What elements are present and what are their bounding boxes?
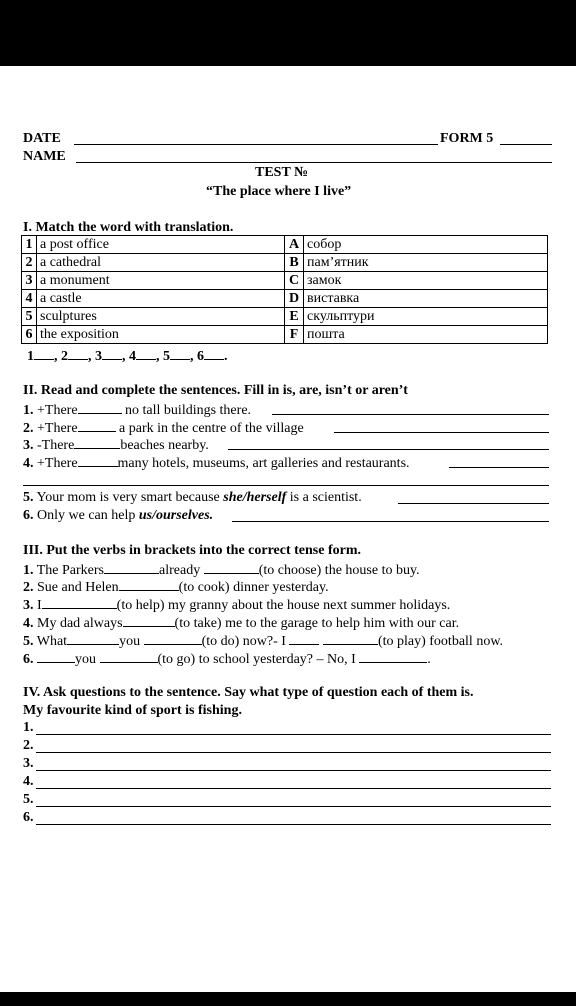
row-number: 4: [22, 290, 37, 308]
item-text: you: [119, 634, 141, 649]
section-2-item-4: [23, 454, 410, 472]
fill-blank[interactable]: [67, 632, 119, 645]
item-number: 1.: [23, 563, 34, 578]
fill-blank[interactable]: [119, 578, 179, 591]
test-subtitle: “The place where I live”: [206, 184, 352, 199]
english-word: a castle: [37, 290, 285, 308]
fill-blank[interactable]: [359, 650, 427, 663]
answer-line[interactable]: [334, 432, 549, 433]
item-number: 5.: [23, 634, 34, 649]
match-table: [21, 235, 548, 344]
answer-line[interactable]: [36, 734, 551, 735]
test-title: TEST №: [255, 165, 309, 180]
answer-line[interactable]: [36, 806, 551, 807]
translation: пам’ятник: [304, 254, 548, 272]
answer-blank-4[interactable]: [136, 347, 156, 360]
section-2-item-3: [23, 436, 209, 454]
row-letter: C: [285, 272, 304, 290]
translation: скульптури: [304, 308, 548, 326]
translation: виставка: [304, 290, 548, 308]
answer-key-6: 6: [197, 349, 204, 364]
row-number: 5: [22, 308, 37, 326]
translation: пошта: [304, 326, 548, 344]
fill-blank[interactable]: [37, 650, 75, 663]
fill-blank[interactable]: [78, 419, 116, 432]
answer-key: 1 , 2 , 3 , 4 , 5 , 6 .: [27, 349, 228, 364]
answer-key-2: 2: [61, 349, 68, 364]
choice-text: us/ourselves.: [138, 508, 214, 523]
answer-line[interactable]: [23, 485, 549, 486]
name-label: NAME: [23, 149, 66, 164]
answer-blank-1[interactable]: [34, 347, 54, 360]
name-line: [76, 162, 552, 163]
item-text: What: [36, 634, 68, 649]
answer-blank-3[interactable]: [102, 347, 122, 360]
item-text: (to do) now?- I: [201, 634, 286, 649]
question-number: 2.: [23, 738, 34, 753]
item-text: Your mom is very smart because: [36, 490, 224, 505]
translation: собор: [304, 236, 548, 254]
item-text: -There: [37, 438, 75, 453]
fill-blank[interactable]: [74, 436, 120, 449]
answer-line[interactable]: [228, 449, 549, 450]
english-word: a cathedral: [37, 254, 285, 272]
section-2-item-5: [23, 490, 362, 506]
row-letter: A: [285, 236, 304, 254]
fill-blank[interactable]: [78, 454, 118, 467]
section-2-item-6: [23, 508, 213, 524]
row-letter: D: [285, 290, 304, 308]
date-label: DATE: [23, 131, 61, 146]
translation: замок: [304, 272, 548, 290]
fill-blank[interactable]: [104, 561, 159, 574]
question-number: 6.: [23, 810, 34, 825]
table-row: [22, 254, 548, 272]
section-3-item-4: [23, 614, 459, 632]
item-number: 3.: [23, 598, 34, 613]
answer-blank-2[interactable]: [68, 347, 88, 360]
answer-line[interactable]: [36, 788, 551, 789]
item-text: The Parkers: [36, 563, 105, 578]
section-4-title: IV. Ask questions to the sentence. Say what type of question each of them is.: [23, 685, 474, 700]
item-text: Sue and Helen: [37, 580, 119, 595]
section-1-title: I. Match the word with translation.: [23, 220, 234, 235]
item-text: I: [37, 598, 42, 613]
row-letter: B: [285, 254, 304, 272]
answer-line[interactable]: [36, 752, 551, 753]
item-number: 2.: [23, 580, 34, 595]
item-text: is a scientist.: [286, 490, 362, 505]
section-3-item-2: [23, 578, 329, 596]
item-text: .: [427, 652, 431, 667]
english-word: a post office: [37, 236, 285, 254]
item-number: 2.: [23, 421, 34, 436]
table-row: [22, 308, 548, 326]
section-3-item-3: [23, 596, 450, 614]
fill-blank[interactable]: [42, 596, 117, 609]
item-text: a park in the centre of the village: [119, 421, 304, 436]
item-text: +There: [37, 403, 78, 418]
fill-blank[interactable]: [323, 632, 378, 645]
fill-blank[interactable]: [144, 632, 202, 645]
item-number: 4.: [23, 616, 34, 631]
row-letter: F: [285, 326, 304, 344]
item-text: (to choose) the house to buy.: [258, 563, 420, 578]
item-text: (to take) me to the garage to help him with our car.: [174, 616, 460, 631]
table-row: [22, 326, 548, 344]
table-row: [22, 236, 548, 254]
item-number: 1.: [23, 403, 34, 418]
item-text: many hotels, museums, art galleries and restaurants.: [117, 456, 410, 471]
bottom-black-bar: [0, 992, 576, 1006]
item-text: (to go) to school yesterday? – No, I: [157, 652, 356, 667]
item-text: +There: [37, 456, 78, 471]
item-text: you: [75, 652, 96, 667]
section-2-item-2: [23, 419, 304, 437]
answer-key-3: 3: [95, 349, 102, 364]
fill-blank[interactable]: [78, 401, 122, 414]
section-3-title: III. Put the verbs in brackets into the correct tense form.: [23, 543, 362, 558]
question-number: 1.: [23, 720, 34, 735]
section-3-item-6: [23, 650, 431, 668]
answer-blank-5[interactable]: [170, 347, 190, 360]
fill-blank[interactable]: [123, 614, 175, 627]
item-number: 4.: [23, 456, 34, 471]
answer-line[interactable]: [398, 503, 549, 504]
row-number: 6: [22, 326, 37, 344]
fill-blank[interactable]: [204, 561, 259, 574]
item-text: Only we can help: [37, 508, 139, 523]
question-number: 3.: [23, 756, 34, 771]
section-4-sentence: My favourite kind of sport is fishing.: [23, 703, 242, 718]
row-letter: E: [285, 308, 304, 326]
fill-blank[interactable]: [289, 632, 319, 645]
section-2-title: II. Read and complete the sentences. Fill in is, are, isn’t or aren’t: [23, 383, 408, 398]
choice-text: she/herself: [223, 490, 287, 505]
section-2-item-1: [23, 401, 251, 419]
fill-blank[interactable]: [100, 650, 158, 663]
item-text: already: [159, 563, 201, 578]
question-number: 5.: [23, 792, 34, 807]
answer-key-5: 5: [163, 349, 170, 364]
form-label: FORM 5: [440, 131, 494, 146]
item-text: My dad always: [37, 616, 123, 631]
section-3-item-5: [23, 632, 503, 650]
top-black-bar: [0, 0, 576, 66]
item-text: (to help) my granny about the house next summer holidays.: [116, 598, 451, 613]
answer-line[interactable]: [449, 467, 549, 468]
row-number: 2: [22, 254, 37, 272]
section-3-item-1: [23, 561, 420, 579]
question-number: 4.: [23, 774, 34, 789]
row-number: 1: [22, 236, 37, 254]
item-number: 5.: [23, 490, 34, 505]
item-text: (to play) football now.: [377, 634, 504, 649]
row-number: 3: [22, 272, 37, 290]
answer-line[interactable]: [232, 521, 549, 522]
table-row: [22, 290, 548, 308]
item-text: +There: [37, 421, 78, 436]
answer-line[interactable]: [36, 824, 551, 825]
form-line: [500, 144, 552, 145]
item-text: no tall buildings there.: [125, 403, 252, 418]
item-number: 3.: [23, 438, 34, 453]
answer-line[interactable]: [272, 414, 549, 415]
answer-blank-6[interactable]: [204, 347, 224, 360]
english-word: sculptures: [37, 308, 285, 326]
table-row: [22, 272, 548, 290]
english-word: a monument: [37, 272, 285, 290]
answer-key-4: 4: [129, 349, 136, 364]
item-number: 6.: [23, 652, 34, 667]
item-text: beaches nearby.: [120, 438, 209, 453]
item-text: (to cook) dinner yesterday.: [178, 580, 329, 595]
english-word: the exposition: [37, 326, 285, 344]
answer-line[interactable]: [36, 770, 551, 771]
item-number: 6.: [23, 508, 34, 523]
answer-key-1: 1: [27, 349, 34, 364]
date-line: [74, 144, 438, 145]
